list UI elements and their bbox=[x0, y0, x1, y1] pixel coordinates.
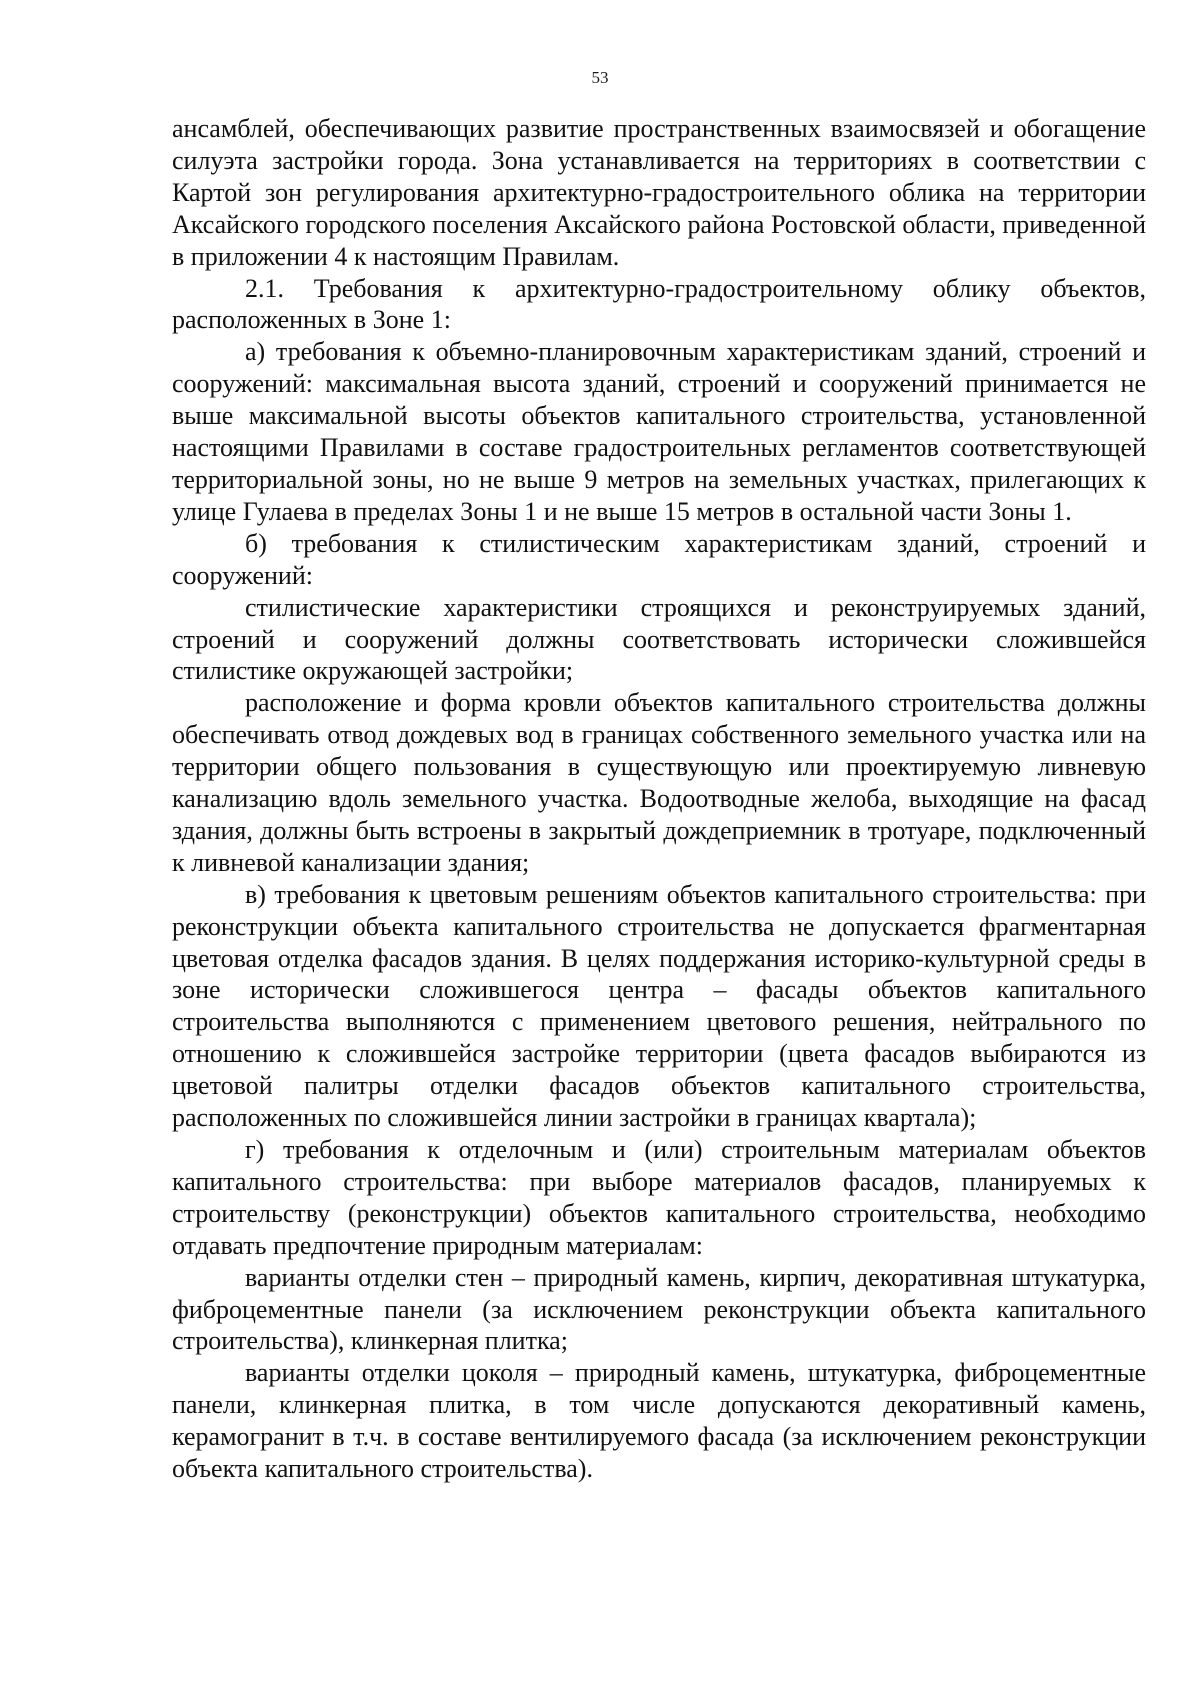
paragraph-roof: расположение и форма кровли объектов капитального строительства должны обеспечивать отвод дождевых вод в границах собственного земельного участка или на территории общего пользования в существующую или проектируемую ливневую канализацию вдоль земельного участка. Водоотводные желоба, выходящие на фасад здания, должны быть встроены в закрытый дождеприемник в тротуаре, подключенный к ливневой канализации здания; bbox=[172, 688, 1146, 877]
paragraph-plinth-finish: варианты отделки цоколя – природный камень, штукатурка, фиброцементные панели, клинкерная плитка, в том числе допускаются декоративный камень, керамогранит в т.ч. в составе вентилируемого фасада (за исключением реконструкции объекта капитального строительства). bbox=[172, 1358, 1146, 1484]
page-number: 53 bbox=[591, 68, 609, 87]
paragraph-zone-description: ансамблей, обеспечивающих развитие пространственных взаимосвязей и обогащение силуэта застройки города. Зона устанавливается на территориях в соответствии с Картой зон регулирования архитектурно-градостроительного облика на территории Аксайского городского поселения Аксайского района Ростовской области, приведенной в приложении 4 к настоящим Правилам. bbox=[172, 114, 1146, 271]
paragraph-section-2-1: 2.1. Требования к архитектурно-градостроительному облику объектов, расположенных в Зоне 1: bbox=[172, 273, 1146, 335]
paragraph-item-b: б) требования к стилистическим характеристикам зданий, строений и сооружений: bbox=[172, 528, 1146, 590]
paragraph-item-a: а) требования к объемно-планировочным характеристикам зданий, строений и сооружений: максимальная высота зданий, строений и сооружений принимается не выше максимальной высоты объектов капитального строительства, установленной настоящими Правилами в составе градостроительных регламентов соответствующей территориальной зоны, но не выше 9 метров на земельных участках, прилегающих к улице Гулаева в пределах Зоны 1 и не выше 15 метров в остальной части Зоны 1. bbox=[172, 337, 1146, 526]
paragraph-item-g: г) требования к отделочным и (или) строительным материалам объектов капитального строительства: при выборе материалов фасадов, планируемых к строительству (реконструкции) объектов капитального строительства, необходимо отдавать предпочтение природным материалам: bbox=[172, 1135, 1146, 1260]
document-body bbox=[172, 113, 1146, 1485]
paragraph-stylistic: стилистические характеристики строящихся и реконструируемых зданий, строений и сооружений должны соответствовать исторически сложившейся стилистике окружающей застройки; bbox=[172, 592, 1146, 686]
paragraph-item-v: в) требования к цветовым решениям объектов капитального строительства: при реконструкции объекта капитального строительства не допускается фрагментарная цветовая отделка фасадов здания. В целях поддержания историко-культурной среды в зоне исторически сложившегося центра – фасады объектов капитального строительства выполняются с применением цветового решения, нейтрального по отношению к сложившейся застройке территории (цвета фасадов выбираются из цветовой палитры отделки фасадов объектов капитального строительства, расположенных по сложившейся линии застройки в границах квартала); bbox=[172, 879, 1146, 1133]
paragraph-wall-finish: варианты отделки стен – природный камень, кирпич, декоративная штукатурка, фиброцементные панели (за исключением реконструкции объекта капитального строительства), клинкерная плитка; bbox=[172, 1262, 1146, 1356]
